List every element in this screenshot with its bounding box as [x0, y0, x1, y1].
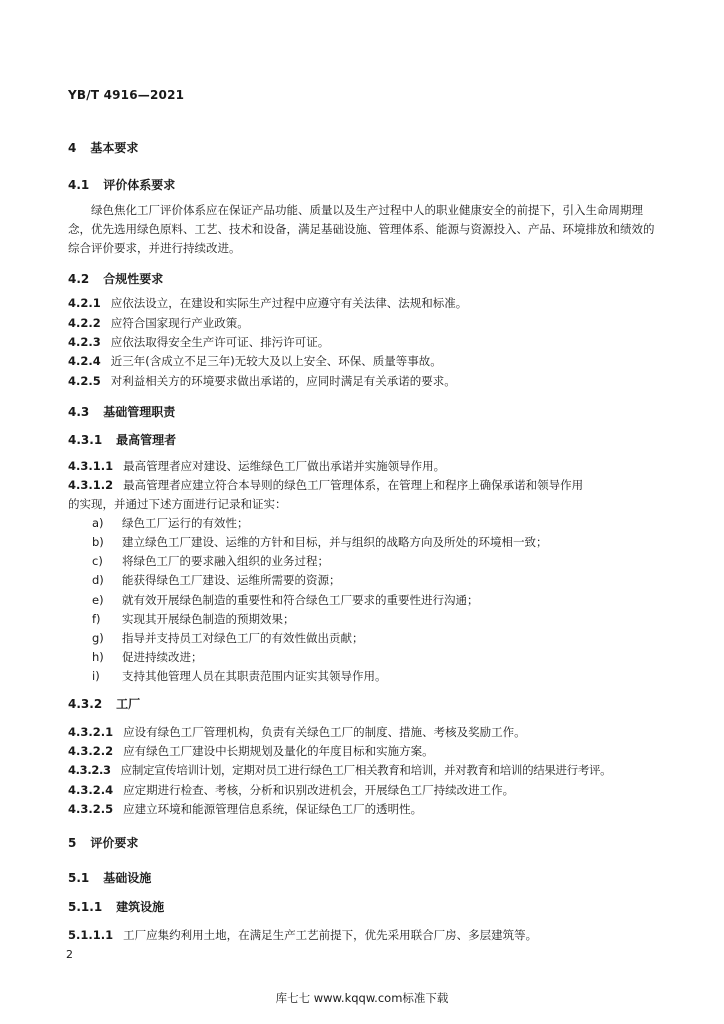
list-text: 促进持续改进； — [122, 650, 203, 664]
clause-number: 4.3.2.1 — [68, 725, 114, 739]
section-5-1-heading — [68, 869, 151, 886]
section-number: 4.3 — [68, 405, 90, 419]
clause-number: 4.2.1 — [68, 296, 101, 310]
clause-text: 应有绿色工厂建设中长期规划及量化的年度目标和实施方案。 — [123, 744, 434, 758]
section-title: 基础管理职责 — [103, 405, 176, 419]
paragraph-4-1: 绿色焦化工厂评价体系应在保证产品功能、质量以及生产过程中人的职业健康安全的前提下，引入生命周期理念，优先选用绿色原料、工艺、技术和设备，满足基础设施、管理体系、能源与资源投入、产品、环境排放和绩效的综合评价要求，并进行持续改进。 — [68, 203, 655, 255]
clause-text: 对利益相关方的环境要求做出承诺的，应同时满足有关承诺的要求。 — [110, 374, 456, 388]
section-title: 最高管理者 — [116, 433, 177, 447]
clause-number: 4.3.2.2 — [68, 744, 114, 758]
clause-4-3-2-3 — [68, 762, 611, 778]
section-title: 评价要求 — [90, 836, 139, 850]
list-marker: f) — [92, 612, 101, 626]
section-number: 4 — [68, 141, 77, 155]
clause-number: 4.2.4 — [68, 354, 101, 368]
list-marker: e) — [92, 593, 104, 607]
section-number: 4.3.2 — [68, 697, 103, 711]
clause-text: 应制定宣传培训计划，定期对员工进行绿色工厂相关教育和培训，并对教育和培训的结果进行考评。 — [120, 763, 612, 777]
section-title: 建筑设施 — [116, 900, 165, 914]
list-item — [92, 668, 387, 684]
list-text: 指导并支持员工对绿色工厂的有效性做出贡献； — [122, 631, 364, 645]
clause-4-3-2-4 — [68, 782, 514, 798]
list-item — [92, 534, 548, 550]
list-item — [92, 649, 203, 665]
section-5-1-1-heading — [68, 898, 164, 915]
clause-text: 应定期进行检查、考核，分析和识别改进机会，开展绿色工厂持续改进工作。 — [123, 783, 515, 797]
list-marker: a) — [92, 516, 104, 530]
clause-4-2-4 — [68, 353, 442, 369]
section-number: 5.1.1 — [68, 900, 103, 914]
section-title: 工厂 — [116, 697, 141, 711]
clause-4-3-2-5 — [68, 801, 422, 817]
list-text: 支持其他管理人员在其职责范围内证实其领导作用。 — [122, 669, 387, 683]
clause-4-2-3 — [68, 334, 329, 350]
clause-number: 4.2.5 — [68, 374, 101, 388]
clause-number: 4.3.2.3 — [68, 763, 111, 777]
list-text: 实现其开展绿色制造的预期效果； — [122, 612, 295, 626]
section-4-2-heading — [68, 270, 163, 287]
section-4-1-heading — [68, 176, 175, 193]
list-marker: i) — [92, 669, 100, 683]
list-item — [92, 630, 364, 646]
section-number: 5 — [68, 836, 77, 850]
standard-code: YB/T 4916—2021 — [68, 88, 185, 102]
clause-text: 应建立环境和能源管理信息系统，保证绿色工厂的透明性。 — [123, 802, 423, 816]
clause-text: 近三年(含成立不足三年)无较大及以上安全、环保、质量等事故。 — [110, 354, 442, 368]
clause-4-3-1-2 — [68, 477, 583, 493]
clause-4-2-2 — [68, 315, 249, 331]
clause-number: 4.2.2 — [68, 316, 101, 330]
clause-4-3-1-2-continued: 的实现，并通过下述方面进行记录和证实： — [68, 497, 287, 511]
clause-text: 应符合国家现行产业政策。 — [110, 316, 249, 330]
list-text: 建立绿色工厂建设、运维的方针和目标，并与组织的战略方向及所处的环境相一致； — [122, 535, 548, 549]
clause-number: 4.3.1.1 — [68, 459, 114, 473]
section-4-3-heading — [68, 403, 175, 420]
list-marker: c) — [92, 554, 103, 568]
clause-5-1-1-1 — [68, 927, 537, 943]
section-4-3-2-heading — [68, 695, 140, 712]
clause-number: 4.3.2.4 — [68, 783, 114, 797]
section-number: 4.3.1 — [68, 433, 103, 447]
clause-4-3-2-1 — [68, 724, 526, 740]
page-number: 2 — [66, 948, 73, 961]
list-item — [92, 592, 479, 608]
clause-number: 4.3.2.5 — [68, 802, 114, 816]
clause-number: 5.1.1.1 — [68, 928, 114, 942]
list-item — [92, 553, 329, 569]
section-title: 合规性要求 — [103, 272, 164, 286]
list-text: 将绿色工厂的要求融入组织的业务过程； — [122, 554, 329, 568]
list-marker: h) — [92, 650, 104, 664]
list-marker: d) — [92, 573, 104, 587]
clause-4-2-1 — [68, 295, 467, 311]
clause-text: 最高管理者应建立符合本导则的绿色工厂管理体系，在管理上和程序上确保承诺和领导作用 — [123, 478, 584, 492]
section-title: 基础设施 — [103, 871, 152, 885]
clause-text: 工厂应集约利用土地，在满足生产工艺前提下，优先采用联合厂房、多层建筑等。 — [123, 928, 538, 942]
clause-number: 4.2.3 — [68, 335, 101, 349]
section-title: 评价体系要求 — [103, 178, 176, 192]
clause-text: 应设有绿色工厂管理机构，负责有关绿色工厂的制度、措施、考核及奖励工作。 — [123, 725, 526, 739]
section-number: 4.1 — [68, 178, 90, 192]
list-text: 能获得绿色工厂建设、运维所需要的资源； — [122, 573, 341, 587]
list-item — [92, 611, 295, 627]
clause-text: 应依法设立，在建设和实际生产过程中应遵守有关法律、法规和标准。 — [110, 296, 468, 310]
list-marker: b) — [92, 535, 104, 549]
section-5-heading — [68, 834, 138, 851]
list-text: 就有效开展绿色制造的重要性和符合绿色工厂要求的重要性进行沟通； — [122, 593, 479, 607]
list-item — [92, 572, 341, 588]
section-number: 4.2 — [68, 272, 90, 286]
section-title: 基本要求 — [90, 141, 139, 155]
section-4-heading — [68, 139, 138, 156]
clause-text: 应依法取得安全生产许可证、排污许可证。 — [110, 335, 330, 349]
clause-number: 4.3.1.2 — [68, 478, 114, 492]
section-number: 5.1 — [68, 871, 90, 885]
list-text: 绿色工厂运行的有效性； — [122, 516, 249, 530]
section-4-3-1-heading — [68, 431, 176, 448]
footer-watermark: 库七七 www.kqqw.com标准下载 — [275, 991, 449, 1005]
clause-4-3-2-2 — [68, 743, 434, 759]
clause-4-2-5 — [68, 373, 456, 389]
list-item — [92, 515, 249, 531]
clause-4-3-1-1 — [68, 458, 445, 474]
clause-text: 最高管理者应对建设、运维绿色工厂做出承诺并实施领导作用。 — [123, 459, 446, 473]
list-marker: g) — [92, 631, 104, 645]
